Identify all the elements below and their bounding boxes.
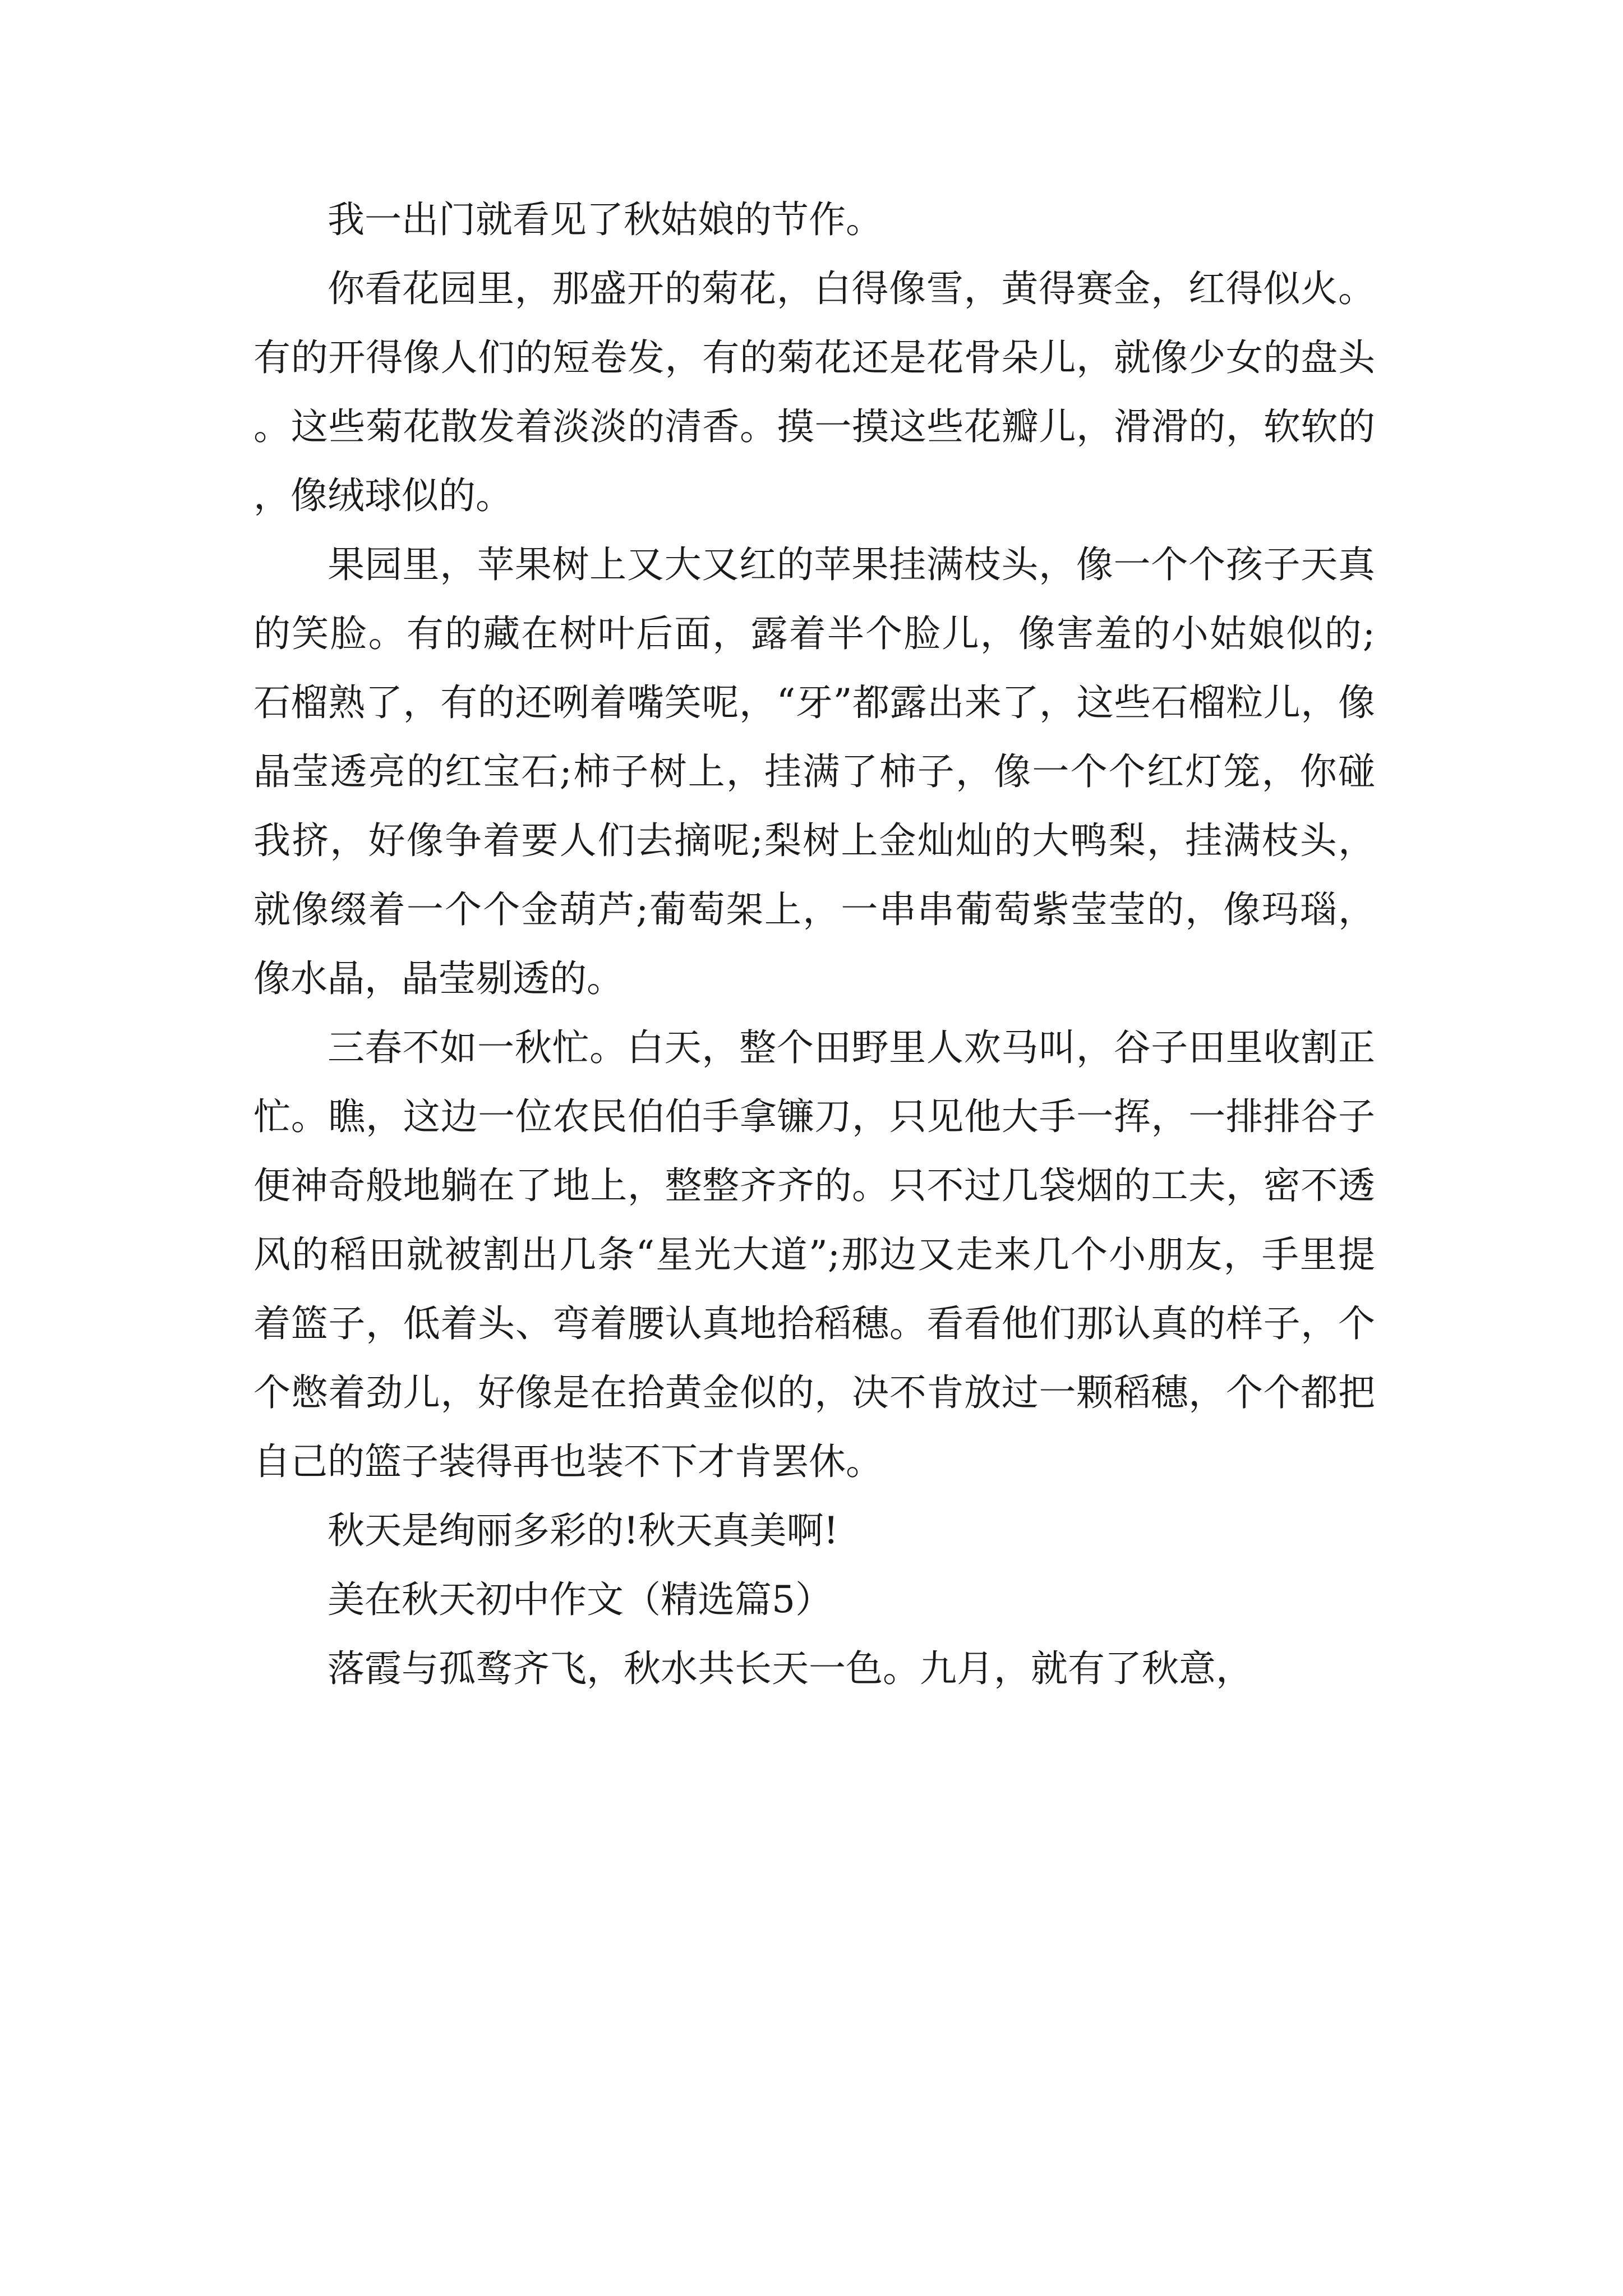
essay-body <box>253 185 1375 1703</box>
paragraph-section5-start: 落霞与孤鹜齐飞，秋水共长天一色。九月，就有了秋意， <box>328 1647 1253 1690</box>
paragraph-harvest: 三春不如一秋忙。白天，整个田野里人欢马叫，谷子田里收割正忙。瞧，这边一位农民伯伯手拿镰刀，只见他大手一挥，一排排谷子便神奇般地躺在了地上，整整齐齐的。只不过几袋烟的工夫，密不透风的稻田就被割出几条“星光大道”;那边又走来几个小朋友，手里提着篮子，低着头、弯着腰认真地拾稻穗。看看他们那认真的样子，个个憋着劲儿，好像是在拾黄金似的，决不肯放过一颗稻穗，个个都把自己的篮子装得再也装不下才肯罢休。 <box>253 1026 1375 1483</box>
section-heading: 美在秋天初中作文（精选篇5） <box>328 1578 832 1621</box>
paragraph-conclusion: 秋天是绚丽多彩的!秋天真美啊! <box>328 1509 839 1552</box>
paragraph-garden: 你看花园里，那盛开的菊花，白得像雪，黄得赛金，红得似火。有的开得像人们的短卷发，有的菊花还是花骨朵儿，就像少女的盘头。这些菊花散发着淡淡的清香。摸一摸这些花瓣儿，滑滑的，软软的，像绒球似的。 <box>253 267 1375 517</box>
paragraph-intro: 我一出门就看见了秋姑娘的节作。 <box>328 198 883 241</box>
paragraph-orchard: 果园里，苹果树上又大又红的苹果挂满枝头，像一个个孩子天真的笑脸。有的藏在树叶后面，露着半个脸儿，像害羞的小姑娘似的;石榴熟了，有的还咧着嘴笑呢，“牙”都露出来了，这些石榴粒儿，像晶莹透亮的红宝石;柿子树上，挂满了柿子，像一个个红灯笼，你碰我挤，好像争着要人们去摘呢;梨树上金灿灿的大鸭梨，挂满枝头，就像缀着一个个金葫芦;葡萄架上，一串串葡萄紫莹莹的，像玛瑙，像水晶，晶莹剔透的。 <box>253 543 1375 1000</box>
